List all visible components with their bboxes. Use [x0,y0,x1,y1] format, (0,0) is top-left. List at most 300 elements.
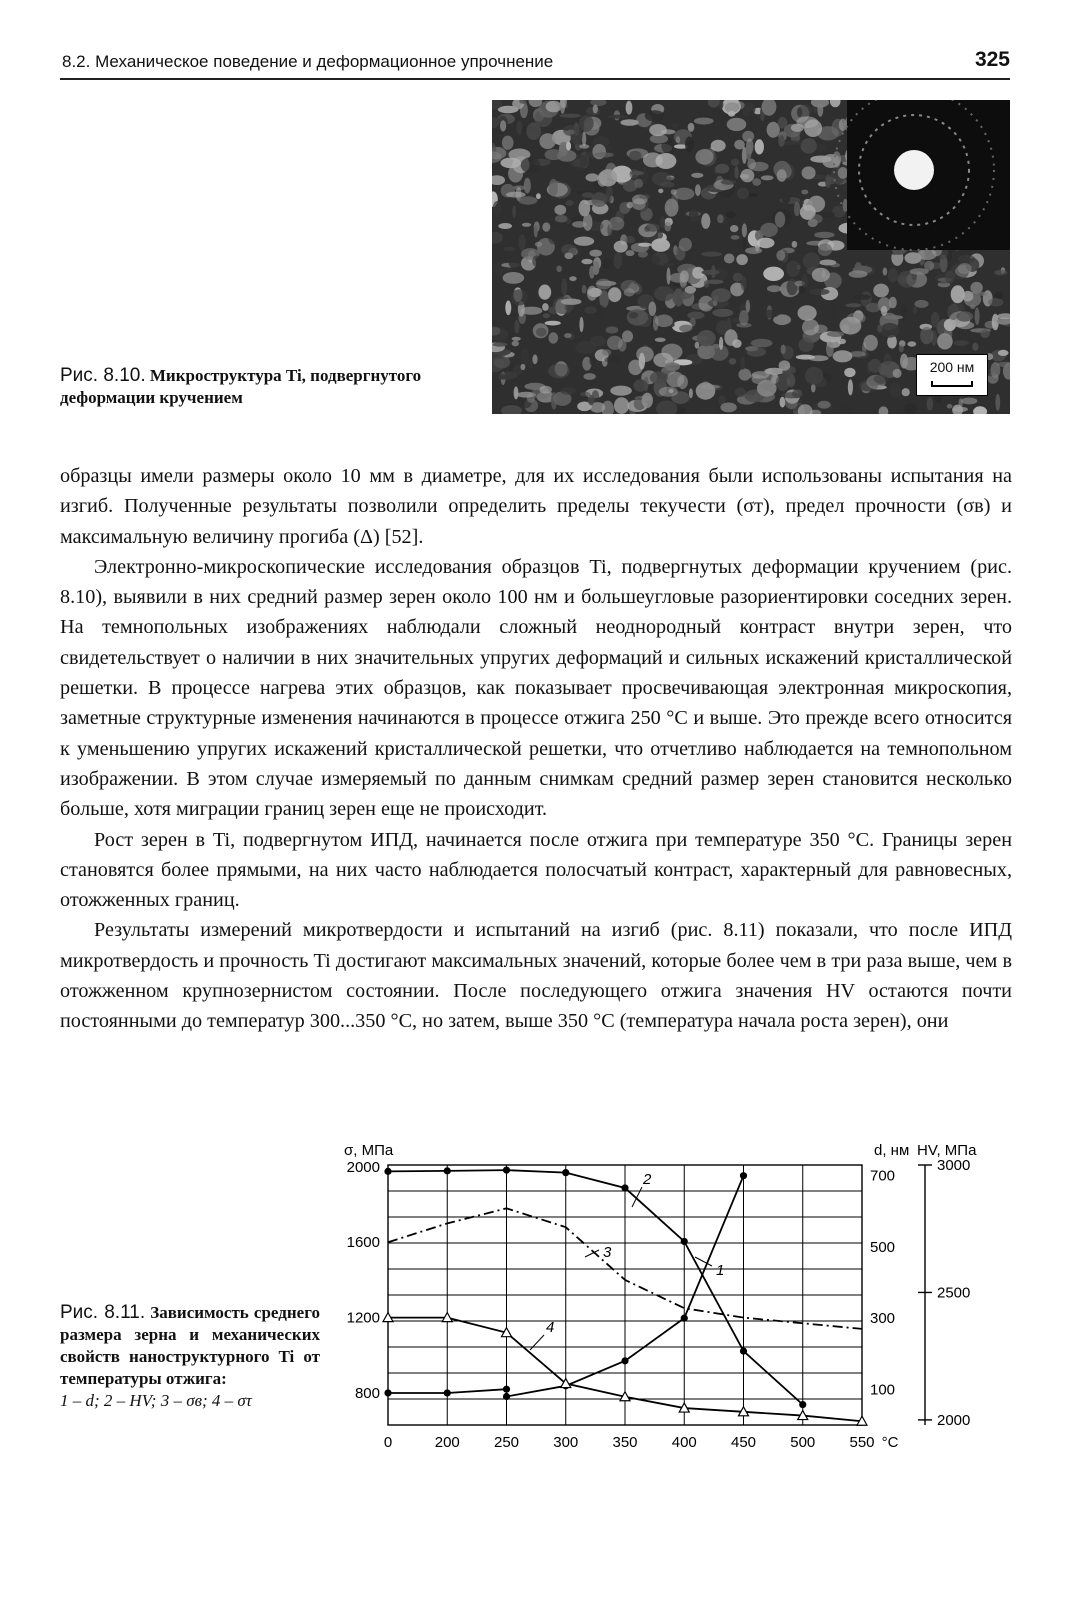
grain [877,324,882,332]
grain [776,250,785,261]
grain [608,287,621,302]
grain [574,237,594,246]
grain [614,253,623,269]
grain [566,200,574,206]
grain [931,312,940,328]
grain [689,388,693,398]
grain [650,255,659,265]
grain [767,285,781,292]
grain [958,263,972,274]
grain [818,401,831,409]
grain [514,320,519,333]
x-tick-label: 450 [730,1434,757,1451]
curve-label-leader [530,1335,544,1350]
grain [515,211,534,216]
figure-8-11-label: Рис. 8.11. [60,1302,146,1323]
grain [742,238,746,251]
grain [890,383,901,399]
grain [498,223,512,229]
figure-8-10-label: Рис. 8.10. [60,365,146,386]
grain [838,167,848,179]
grain [564,253,573,260]
grain [625,236,635,243]
grain [907,341,916,346]
grain [584,307,597,314]
grain [614,397,629,414]
grain [651,238,670,251]
grain [626,101,633,115]
grain [671,189,677,195]
grain [697,330,716,346]
grain [914,300,928,308]
body-text [60,461,1012,1037]
grain [731,159,740,167]
grain [988,298,1003,306]
grain [724,254,735,264]
grain [512,337,521,341]
data-point [384,1168,391,1175]
grain [757,380,777,397]
grain [554,205,566,215]
grain [706,280,724,285]
grain [548,332,558,343]
grain [720,403,736,413]
grain [606,185,613,203]
grain [509,256,523,269]
data-point [621,1184,628,1191]
grain [889,297,897,309]
grain [626,250,635,256]
grain [581,259,592,265]
grain [690,318,696,327]
grain [664,222,671,232]
grain [696,382,716,399]
grain [947,304,959,320]
grain [978,292,987,296]
grain [760,223,778,237]
grain [812,268,830,282]
grain [511,289,528,305]
grain [580,392,590,397]
grain [737,188,749,199]
grain [591,192,607,207]
grain [838,339,846,345]
x-tick-label: 300 [553,1434,579,1451]
grain [609,217,625,231]
right-axis-hv-tick-label: 2000 [937,1411,971,1429]
x-tick-label: 400 [671,1434,697,1451]
grain [935,273,954,283]
grain [735,166,739,179]
grain [649,124,667,136]
chart-figure-8-11 [320,1135,1000,1485]
x-tick-label: 0 [383,1434,393,1451]
data-point [503,1166,510,1173]
grain [543,313,550,318]
grain [778,117,788,129]
grain [535,242,542,247]
grain [566,142,571,151]
grain [734,140,745,150]
grain [556,266,562,273]
grain [747,347,766,356]
grain [642,393,653,408]
grain [719,337,723,350]
micrograph-image [492,100,1010,414]
grain [503,272,525,284]
grain [937,333,953,349]
grain [608,115,627,119]
grain [899,344,904,352]
grain [665,362,680,371]
grain [701,252,722,257]
grain [614,241,628,253]
grain [741,276,747,291]
grain [803,252,820,269]
grain [685,286,696,294]
grain [622,330,633,342]
grain [884,354,892,366]
grain [802,166,816,179]
grain [629,312,638,318]
grain [883,268,888,276]
data-point [384,1389,391,1396]
grain [519,235,526,251]
x-tick-label: 550 [849,1434,875,1451]
x-tick-label: 250 [493,1434,520,1451]
x-tick-label: 200 [434,1434,460,1451]
figure-8-10-title: Микроструктура Ti, подвергнутого деформации кручением [60,366,422,407]
grain [602,258,612,269]
grain [798,305,817,320]
grain [740,174,750,179]
scale-bar [916,354,988,396]
grain [794,202,800,216]
grain [641,167,647,184]
grain [679,238,692,252]
grain [874,375,889,384]
grain [840,317,862,335]
grain [787,279,798,296]
grain [927,397,934,410]
grain [569,276,576,281]
grain [561,278,567,295]
grain [731,235,740,240]
grain [638,251,648,258]
grain [500,158,521,169]
grain [711,140,726,152]
grain [741,357,745,370]
section-title: 8.2. Механическое поведение и деформационное упрочнение [62,52,554,71]
grain [782,193,791,204]
grain [761,310,780,318]
grain [746,300,750,313]
grain [818,243,832,256]
grain [739,369,752,381]
grain [819,260,836,266]
grain [502,136,514,150]
curve-label: 4 [546,1319,555,1336]
paragraph: Электронно-микроскопические исследования образцов Ti, подвергнутых деформации кручением (рис. 8.10), выявили в них средний размер зерен около 100 нм и большеугловые разориентировки соседних зерен. На темнопольных изображениях наблюдали сложный неоднородный контраст внутри зерен, что свидетельствует о наличии в них значительных упругих деформаций и сильных искажений кристаллической решетки. В процессе нагрева этих образцов, как показывает просвечивающая электронная микроскопия, заметные структурные изменения начинаются в процессе отжига 250 °С и выше. Это прежде всего относится к уменьшению упругих искажений кристаллической решетки, что отчетливо наблюдается на темнопольном изображении. В этом случае измеряемый по данным снимкам средний размер зерен становится несколько больше, хотя миграции границ зерен еще не происходит. [60,555,1012,821]
grain [778,135,785,147]
grain [564,333,571,338]
grain [900,354,908,369]
grain [561,299,582,305]
grain [667,267,671,284]
grain [650,371,668,384]
grain [687,312,704,320]
curve-label: 3 [603,1244,612,1261]
grain [546,101,562,113]
x-tick-label: 500 [790,1434,816,1451]
grain [913,307,917,314]
grain [781,345,786,355]
curve-label: 2 [643,1171,652,1188]
grain [655,315,673,328]
grain [666,372,684,388]
grain [864,335,878,351]
scale-bar-line [931,381,973,387]
grain [730,225,738,232]
grain [820,211,835,218]
grain [521,364,526,370]
grain [539,133,555,149]
grain [797,265,801,270]
left-axis-tick-label: 1200 [346,1309,380,1327]
grain [660,216,665,228]
grain [813,377,828,387]
grain [881,306,888,316]
grain [721,180,737,185]
data-point [444,1167,451,1174]
grain [880,323,900,338]
grain [602,349,611,356]
grain [610,386,632,396]
grain [980,329,989,338]
grain [953,340,969,346]
grain [884,315,904,319]
grain [644,377,649,392]
grain [975,308,980,326]
data-point [740,1172,747,1179]
grain [746,142,752,160]
grain [659,387,678,397]
grain [998,350,1009,356]
figure-8-11-title: Зависимость среднего размера зерна и механических свойств наноструктурного Ti от температуры отжига: [60,1303,320,1388]
grain [560,387,576,395]
grain [796,116,818,128]
grain [951,285,965,303]
grain [689,209,699,222]
left-axis-tick-label: 800 [354,1384,380,1402]
right-axis-d-tick-label: 700 [870,1167,896,1185]
grain [833,350,853,362]
grain [596,281,616,286]
grain [648,302,656,317]
grain [685,137,694,153]
grain [606,326,619,333]
grain [521,157,540,173]
grain [563,125,578,136]
grain [873,284,889,298]
right-axis-hv-label: HV, МПа [917,1142,977,1159]
grain [727,118,747,131]
grain [589,250,602,257]
grain [586,173,599,181]
grain [779,360,791,370]
grain [549,179,558,197]
grain [866,303,881,313]
grain [755,139,764,154]
grain [583,214,592,231]
grain [503,247,515,251]
grain [538,285,551,300]
grain [780,397,786,408]
grain [512,206,516,218]
grain [752,178,761,186]
figure-8-11-legend: 1 – d; 2 – HV; 3 – σв; 4 – στ [60,1391,252,1410]
grain [536,193,541,199]
grain [658,189,663,194]
grain [528,359,533,368]
right-axis-hv-tick-label: 3000 [937,1157,971,1174]
data-point [740,1347,747,1354]
grain [620,119,638,126]
grain [763,267,784,281]
x-axis-unit: °С [881,1434,899,1451]
grain [579,115,594,132]
grain [995,292,1003,299]
data-point [799,1401,806,1408]
grain [498,374,508,379]
grain [712,309,733,317]
paragraph: Результаты измерений микротвердости и испытаний на изгиб (рис. 8.11) показали, что после ИПД микротвердость и прочность Ti достигают максимальных значений, которые более чем в три раза выше, чем в отожженном крупнозернистом состоянии. После последующего отжига значения HV остаются почти постоянными до температур 300...350 °С, но затем, выше 350 °С (температура начала роста зерен), они [60,919,1012,1033]
grain [844,368,855,377]
chart-svg [320,1135,1000,1480]
grain [972,343,978,351]
grain [645,110,665,121]
grain [782,392,802,398]
grain [888,268,898,282]
grain [660,182,675,188]
right-axis-d-label: d, нм [874,1142,910,1159]
grain [802,273,808,287]
grain [599,169,618,186]
left-axis-tick-label: 2000 [346,1158,380,1176]
grain [736,102,745,110]
grain [536,328,547,337]
grain [728,111,735,117]
grain [716,164,730,174]
grain [797,107,802,117]
grain [751,339,773,348]
grain [514,386,519,399]
grain [493,342,508,346]
grain [594,152,614,157]
grain [604,357,622,363]
right-axis-d-tick-label: 300 [870,1310,896,1328]
grain [748,110,754,122]
grain [639,194,650,199]
data-point [503,1386,510,1393]
scale-bar-label: 200 нм [929,359,975,375]
grain [995,394,1000,411]
grain [596,305,606,319]
grain [961,398,978,405]
grain [947,404,953,409]
grain [644,226,650,232]
grain [854,294,871,300]
grain [542,303,549,311]
grain [521,349,529,366]
grain [814,232,835,238]
grain [802,319,819,335]
grain [583,373,595,380]
grain [593,261,599,275]
grain [680,270,689,282]
left-axis-tick-label: 1600 [346,1234,380,1252]
grain [516,120,522,135]
grain [643,152,663,167]
grain [826,341,834,357]
grain [579,144,589,148]
grain [629,151,641,161]
grain [638,243,652,247]
grain [735,387,746,397]
paragraph: образцы имели размеры около 10 мм в диаметре, для их исследования были использованы испытания на изгиб. Полученные результаты позволили определить пределы текучести (σт), предел прочности (σв) и максимальную величину прогиба (Δ) [52]. [60,465,1012,548]
grain [688,123,695,132]
data-point [444,1389,451,1396]
grain [665,199,679,217]
grain [812,214,823,223]
grain [702,270,720,275]
page-number: 325 [974,48,1010,71]
grain [548,364,570,379]
grain [524,178,531,194]
grain [710,345,729,361]
grain [534,225,538,237]
grain [691,173,703,178]
grain [920,327,933,344]
grain [654,286,674,301]
grain [674,188,695,200]
grain [792,241,798,248]
grain [796,355,815,360]
left-axis-label: σ, МПа [344,1142,394,1159]
grain [660,263,674,267]
grain [711,288,731,302]
grain [532,256,542,267]
grain [905,252,922,264]
grain [506,192,526,198]
grain [832,303,837,319]
grain [801,138,817,154]
grain [736,254,748,265]
grain [724,329,737,346]
grain [701,213,710,229]
grain [582,192,594,198]
grain [799,338,814,352]
grain [673,289,684,307]
grain [869,359,882,373]
grain [593,105,598,114]
grain [745,247,762,254]
grain [749,193,758,197]
grain [526,123,541,141]
grain [810,156,831,163]
data-point [503,1393,510,1400]
grain [711,265,715,278]
